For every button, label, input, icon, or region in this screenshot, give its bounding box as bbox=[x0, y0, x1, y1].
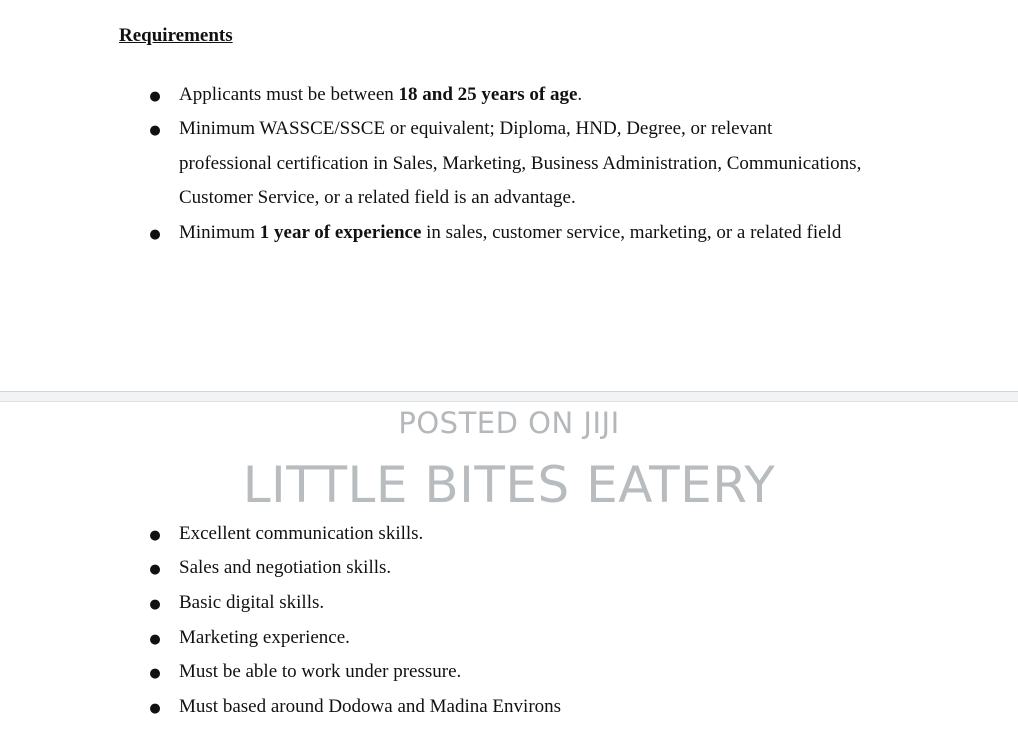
watermark-company-name: LITTLE BITES EATERY bbox=[242, 456, 776, 514]
bullet-icon: ● bbox=[149, 562, 161, 577]
list-item-text-line: Customer Service, or a related field is an advantage. bbox=[179, 187, 576, 208]
list-item-text: Excellent communication skills. bbox=[179, 523, 424, 544]
bullet-icon: ● bbox=[149, 528, 161, 543]
list-item-text-line: professional certification in Sales, Marketing, Business Administration, Communications, bbox=[179, 153, 862, 174]
bullet-icon: ● bbox=[149, 227, 161, 242]
list-item-text-line: Minimum WASSCE/SSCE or equivalent; Diploma, HND, Degree, or relevant bbox=[179, 118, 773, 139]
list-item-text: Must based around Dodowa and Madina Environs bbox=[179, 696, 562, 717]
list-item-text: Sales and negotiation skills. bbox=[179, 557, 392, 578]
list-item-text: Must be able to work under pressure. bbox=[179, 661, 462, 682]
section-heading: Requirements bbox=[119, 25, 233, 46]
bullet-icon: ● bbox=[149, 597, 161, 612]
bullet-icon: ● bbox=[149, 701, 161, 716]
list-item-text: Marketing experience. bbox=[179, 627, 350, 648]
page-break bbox=[0, 391, 1018, 402]
bullet-icon: ● bbox=[149, 632, 161, 647]
list-item-text: Minimum 1 year of experience in sales, customer service, marketing, or a related field bbox=[179, 222, 842, 243]
watermark-posted-on: POSTED ON JIJI bbox=[398, 406, 620, 440]
bullet-icon: ● bbox=[149, 89, 161, 104]
bullet-icon: ● bbox=[149, 123, 161, 138]
list-item-text: Applicants must be between 18 and 25 years of age. bbox=[179, 84, 583, 105]
bullet-icon: ● bbox=[149, 666, 161, 681]
list-item-text: Basic digital skills. bbox=[179, 592, 325, 613]
